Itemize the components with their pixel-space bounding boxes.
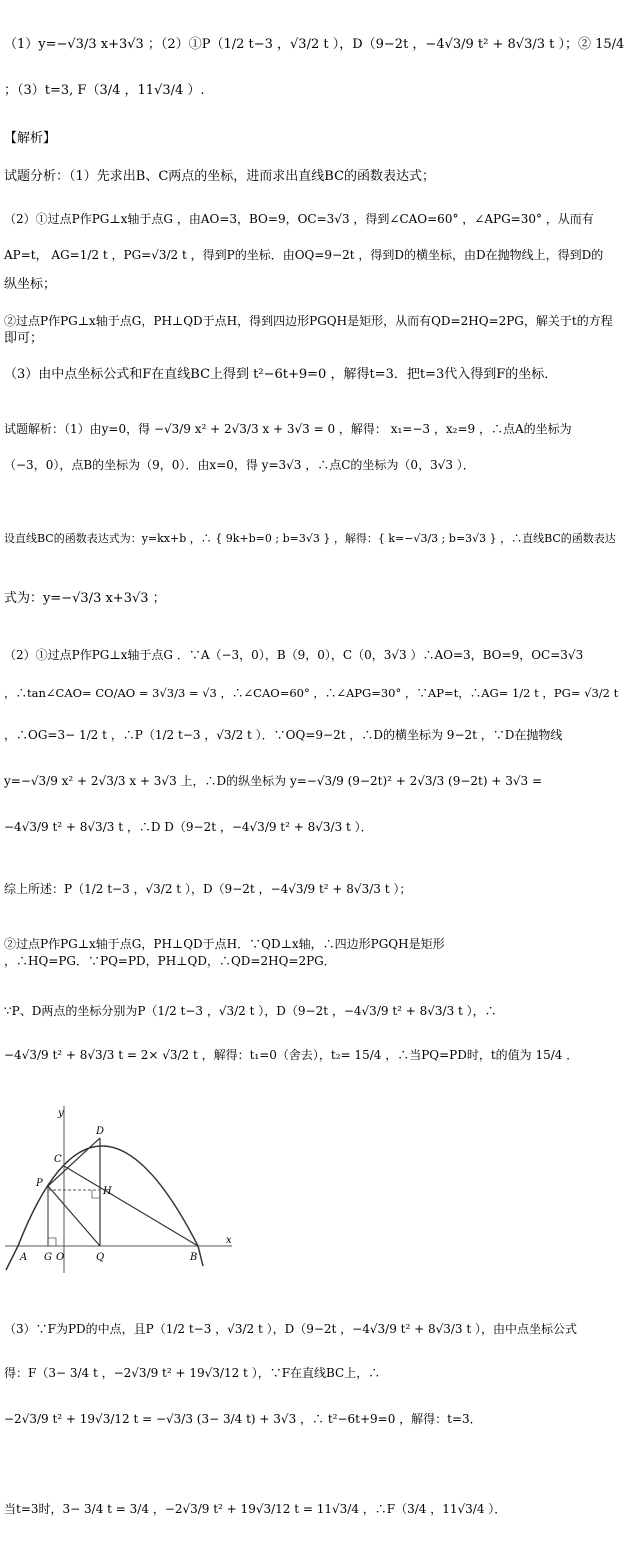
line-cb (64, 1166, 198, 1246)
right-angle-mark-h (92, 1190, 100, 1198)
answer-line-1: （1）y=−√3/3 x+3√3 ；（2）①P（1/2 t−3 ，√3/2 t ），D（9−2t ，−4√3/9 t² + 8√3/3 t ）；② 15/4 (4, 37, 625, 52)
label-g: G (44, 1252, 52, 1263)
label-d: D (96, 1126, 105, 1137)
label-p: P (36, 1178, 43, 1189)
solution-line: 设直线BC的函数表达式为：y=kx+b ，∴ { 9k+b=0 ; b=3√3 } ，解得：{ k=−√3/3 ; b=3√3 } ，∴直线BC的函数表达 (4, 532, 616, 545)
label-o: O (56, 1252, 65, 1263)
analysis-line: 试题分析：（1）先求出B、C两点的坐标，进而求出直线BC的函数表达式； (4, 169, 436, 184)
analysis-line: （2）①过点P作PG⊥x轴于点G ，由AO=3，BO=9，OC=3√3 ，得到∠CAO=60° ，∠APG=30° ，从而有 (4, 212, 594, 226)
solution-line: 综上所述：P（1/2 t−3 ，√3/2 t ），D（9−2t ，−4√3/9 t² + 8√3/3 t ）； (4, 882, 412, 896)
label-h: H (103, 1186, 112, 1197)
solution-line: −4√3/9 t² + 8√3/3 t = 2× √3/2 t ，解得：t₁=0（舍去），t₂= 15/4 ，∴当PQ=PD时，t的值为 15/4 ． (4, 1048, 579, 1062)
analysis-line: （3）由中点坐标公式和F在直线BC上得到 t²−6t+9=0 ，解得t=3．把t=3代入得到F的坐标． (4, 367, 558, 382)
solution-line: ，∴tan∠CAO= CO/AO = 3√3/3 = √3 ，∴∠CAO=60° ，∴∠APG=30° ，∵AP=t，∴AG= 1/2 t ，PG= √3/2 t (4, 686, 619, 700)
solution-line: （2）①过点P作PG⊥x轴于点G ．∵A（−3，0），B（9，0），C（0，3√3 ）∴AO=3，BO=9，OC=3√3 (4, 648, 584, 662)
analysis-line: 纵坐标； (4, 277, 57, 292)
solution-line: ②过点P作PG⊥x轴于点G，PH⊥QD于点H．∵QD⊥x轴，∴四边形PGQH是矩形 (4, 937, 445, 951)
solution-line: 试题解析：（1）由y=0，得 −√3/9 x² + 2√3/3 x + 3√3 = 0 ，解得： x₁=−3 ，x₂=9 ，∴点A的坐标为 (4, 422, 572, 436)
solution-line: ，∴OG=3− 1/2 t ，∴P（1/2 t−3 ，√3/2 t ）．∵OQ=9−2t ，∴D的横坐标为 9−2t ，∵D在抛物线 (4, 728, 563, 742)
solution-line: y=−√3/9 x² + 2√3/3 x + 3√3 上，∴D的纵坐标为 y=−√3/9 (9−2t)² + 2√3/3 (9−2t) + 3√3 = (4, 774, 543, 788)
label-x: x (226, 1235, 232, 1246)
solution-line: （−3，0），点B的坐标为（9，0）．由x=0，得 y=3√3 ，∴点C的坐标为（0，3√3 ）． (4, 458, 475, 472)
analysis-line: AP=t， AG=1/2 t ，PG=√3/2 t ，得到P的坐标．由OQ=9−2t ，得到D的横坐标，由D在抛物线上，得到D的 (4, 248, 604, 262)
analysis-line: 即可； (4, 331, 44, 346)
label-b: B (190, 1252, 198, 1263)
solution-line: ∵P、D两点的坐标分别为P（1/2 t−3 ，√3/2 t ），D（9−2t ，−4√3/9 t² + 8√3/3 t ），∴ (4, 1004, 497, 1018)
part3-line: 当t=3时，3− 3/4 t = 3/4 ，−2√3/9 t² + 19√3/12 t = 11√3/4 ，∴F（3/4 ，11√3/4 ）． (4, 1502, 507, 1516)
analysis-line: ②过点P作PG⊥x轴于点G，PH⊥QD于点H，得到四边形PGQH是矩形，从而有QD=2HQ=2PG，解关于t的方程 (4, 314, 613, 328)
graph-svg (0, 1098, 240, 1278)
answer-line-2: ；（3）t=3, F（3/4 ，11√3/4 ）. (4, 83, 205, 98)
parabola-curve-left (6, 1246, 18, 1270)
label-q: Q (96, 1252, 105, 1263)
part3-line: （3）∵F为PD的中点，且P（1/2 t−3 ，√3/2 t ），D（9−2t ，−4√3/9 t² + 8√3/3 t ），由中点坐标公式 (4, 1322, 578, 1336)
parabola-curve (18, 1146, 203, 1266)
part3-line: 得：F（3− 3/4 t ，−2√3/9 t² + 19√3/12 t ），∵F在直线BC上，∴ (4, 1366, 381, 1380)
solution-line: ，∴HQ=PG．∵PQ=PD，PH⊥QD，∴QD=2HQ=2PG． (4, 954, 336, 968)
solution-line: −4√3/9 t² + 8√3/3 t ，∴D D（9−2t ，−4√3/9 t² + 8√3/3 t ）． (4, 820, 373, 834)
right-angle-mark-g (48, 1238, 56, 1246)
label-c: C (54, 1154, 62, 1165)
solution-line: 式为：y=−√3/3 x+3√3 ； (4, 591, 166, 606)
part3-line: −2√3/9 t² + 19√3/12 t = −√3/3 (3− 3/4 t) + 3√3 ，∴ t²−6t+9=0 ，解得：t=3． (4, 1412, 482, 1426)
label-y: y (58, 1108, 64, 1119)
analysis-heading: 【解析】 (4, 131, 57, 146)
label-a: A (20, 1252, 28, 1263)
parabola-graph (0, 1098, 240, 1278)
